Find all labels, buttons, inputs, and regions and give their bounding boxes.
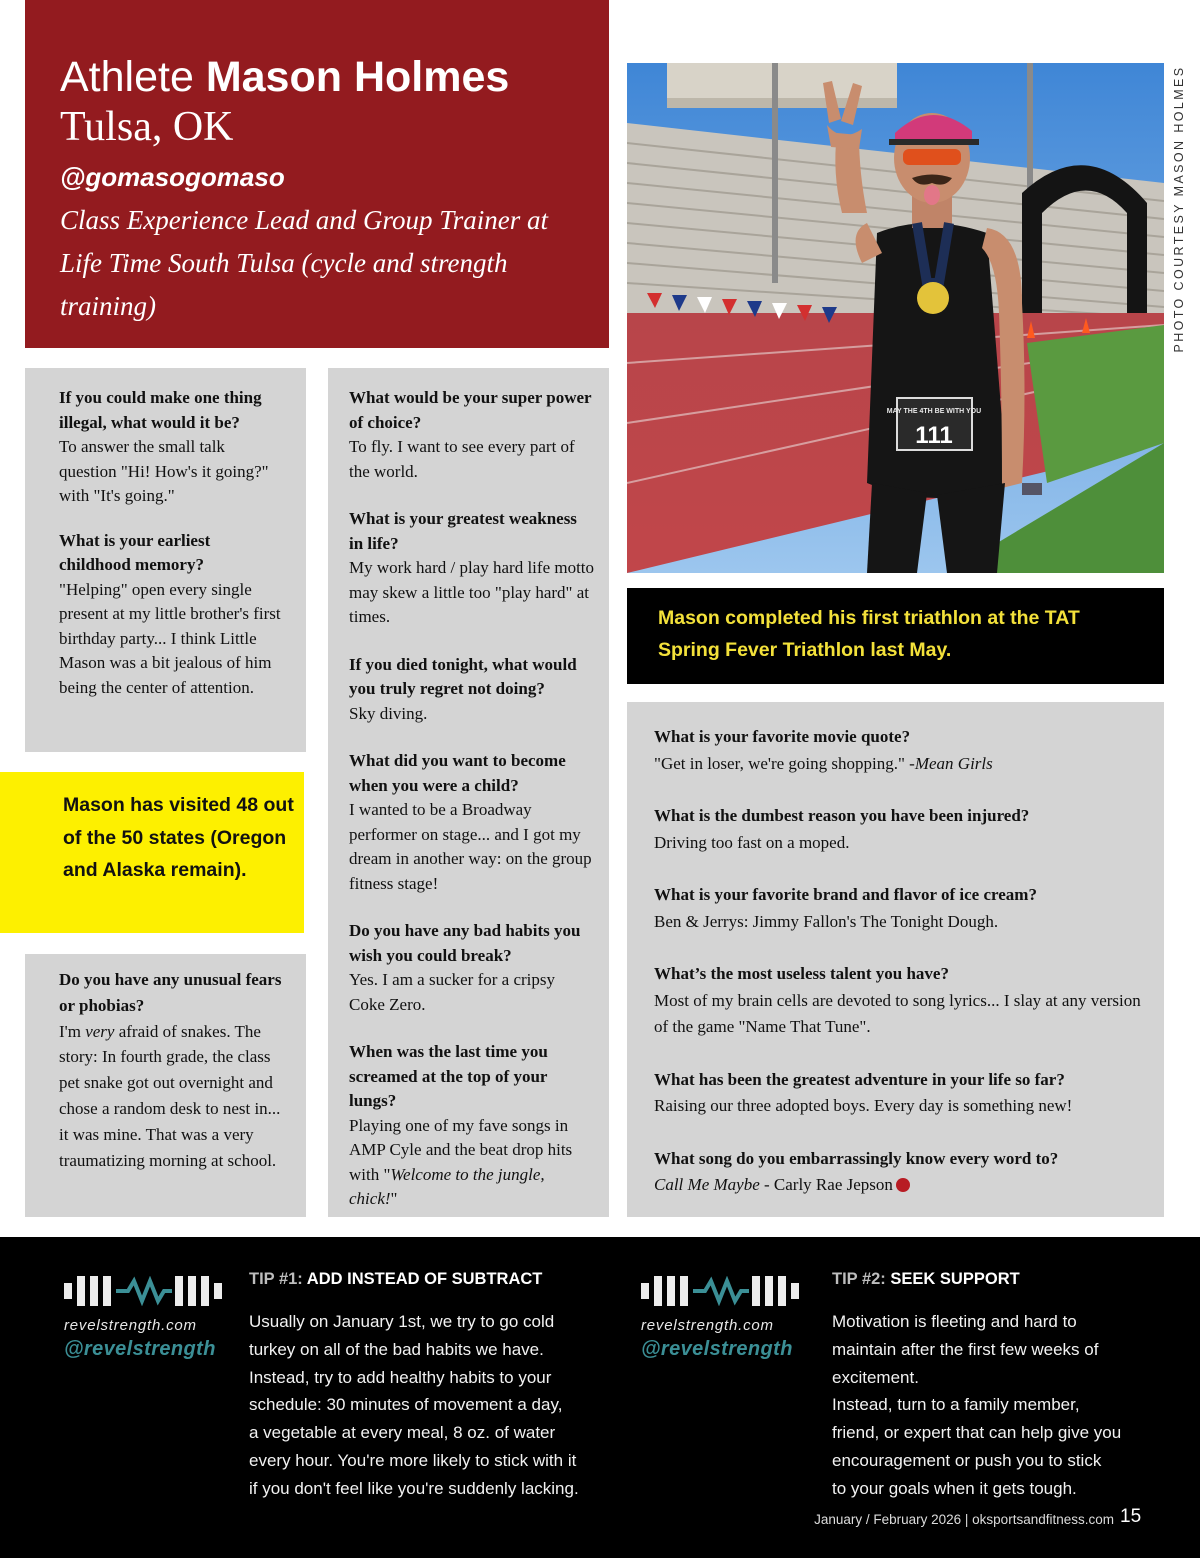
qa-panel-left-bottom [25,954,306,1217]
bib-number: 111 [915,422,953,449]
answer: I wanted to be a Broadway performer on stage... and I got my dream in another way: on the group fitness stage! [349,800,592,893]
page-number: 15 [1120,1506,1142,1527]
question: What would be your super power of choice? [349,388,592,432]
answer: My work hard / play hard life motto may skew a little too "play hard" at times. [349,558,595,626]
question: What’s the most useless talent you have? [654,964,949,983]
photo-caption: Mason completed his first triathlon at the TAT Spring Fever Triathlon last May. [627,588,1164,684]
question: What is your greatest weakness in life? [349,509,577,553]
answer: Playing one of my fave songs in AMP Cyle and the beat drop hits with "Welcome to the jungle, chick!" [349,1115,573,1208]
answer: Driving too fast on a moped. [654,832,850,852]
answer: To fly. I want to see every part of the world. [349,437,575,481]
brand-site: revelstrength.com [64,1317,197,1334]
question: What is the dumbest reason you have been injured? [654,806,1030,825]
tip-title: TIP #1: ADD INSTEAD OF SUBTRACT [249,1270,543,1288]
question: What has been the greatest adventure in your life so far? [654,1069,1065,1089]
question: What song do you embarrassingly know every word to? [654,1148,1059,1168]
qa-item [654,1067,1144,1120]
tip-body: Usually on January 1st, we try to go cold turkey on all of the bad habits we have. Instead, try to add healthy habits to your schedule: 30 minutes of movement a day, a vegetable at every meal, 8 oz. of water every hour. You're more likely to stick with it if you don't feel like you're suddenly lacking. [249,1312,579,1498]
question: If you could make one thing illegal, what would it be? [59,388,262,432]
qa-item [349,653,595,727]
footer-tips [0,1237,1200,1558]
qa-item [349,749,595,896]
brand-handle: @revelstrength [64,1338,216,1360]
question: What is your favorite brand and flavor of ice cream? [654,885,1037,904]
athlete-role: Class Experience Lead and Group Trainer at Life Time South Tulsa (cycle and strength training) [60,205,548,321]
athlete-header [25,0,609,348]
qa-item [654,724,1144,777]
athlete-photo [627,63,1164,573]
qa-item [349,386,595,484]
states-callout: Mason has visited 48 out of the 50 states (Oregon and Alaska remain). [0,772,304,933]
revel-logo-left [64,1271,244,1361]
answer: I'm very afraid of snakes. The story: In fourth grade, the class pet snake got out overnight and chose a random desk to nest in... it was mine. That was a very traumatizing morning at school. [59,1021,281,1170]
brand-site: revelstrength.com [641,1317,774,1334]
tip-2 [832,1270,1172,1503]
emphasis: very [85,1021,115,1041]
title-prefix: Athlete [60,53,194,101]
bib-text: MAY THE 4TH BE WITH YOU [886,408,982,415]
qa-item [654,961,1144,1041]
record-icon [896,1178,910,1192]
qa-item [349,1040,595,1212]
tip-1 [249,1270,609,1503]
emphasis: -Mean Girls [909,753,993,773]
issue-folio: January / February 2026 | oksportsandfitness.com [814,1512,1114,1527]
emphasis: Call Me Maybe [654,1175,760,1194]
tip-body: Motivation is fleeting and hard to maintain after the first few weeks of excitement. Instead, turn to a family member, friend, or expert that can help give you encouragement or push you to stick to your goals when it gets tough. [832,1312,1122,1498]
revel-logo-right [641,1271,821,1361]
answer: Raising our three adopted boys. Every day is something new! [654,1096,1073,1115]
barbell-logo-icon [641,1271,821,1311]
qa-item [59,967,290,1173]
question: What is your earliest childhood memory? [59,530,211,574]
qa-item [349,919,595,1017]
qa-item [654,882,1144,935]
answer: To answer the small talk question "Hi! How's it going?" with "It's going." [59,437,269,505]
qa-panel-right [627,702,1164,1217]
question: What is your favorite movie quote? [654,727,911,746]
qa-item [349,507,595,630]
emphasis: Welcome to the jungle, chick! [349,1164,545,1208]
answer: Yes. I am a sucker for a cripsy Coke Zero. [349,970,555,1014]
question: If you died tonight, what would you truly regret not doing? [349,654,577,698]
answer: "Get in loser, we're going shopping." -Mean Girls [654,753,993,773]
answer: Sky diving. [349,703,428,723]
qa-panel-left-top [25,368,306,752]
brand-handle: @revelstrength [641,1338,793,1360]
question: Do you have any bad habits you wish you could break? [349,921,581,965]
photo-credit: PHOTO COURTESY MASON HOLMES [1172,65,1186,353]
athlete-handle: @gomasogomaso [60,162,285,192]
answer: "Helping" open every single present at my little brother's first birthday party... I think Little Mason was a bit jealous of him being the center of attention. [59,579,281,697]
qa-item [59,386,286,509]
athlete-location: Tulsa, OK [60,104,234,150]
qa-item [654,1146,1144,1199]
question: When was the last time you screamed at the top of your lungs? [349,1042,548,1110]
answer: Ben & Jerrys: Jimmy Fallon's The Tonight Dough. [654,911,999,931]
answer: Most of my brain cells are devoted to song lyrics... I slay at any version of the game "Name That Tune". [654,990,1141,1036]
athlete-name: Mason Holmes [205,53,510,101]
athlete-title [60,52,609,102]
answer: Call Me Maybe - Carly Rae Jepson [654,1172,1144,1199]
qa-item [59,529,286,701]
qa-item [654,803,1144,856]
question: What did you want to become when you were a child? [349,751,566,795]
tip-title: TIP #2: SEEK SUPPORT [832,1270,1020,1288]
qa-panel-middle [328,368,609,1217]
barbell-logo-icon [64,1271,244,1311]
question: Do you have any unusual fears or phobias? [59,970,282,1015]
